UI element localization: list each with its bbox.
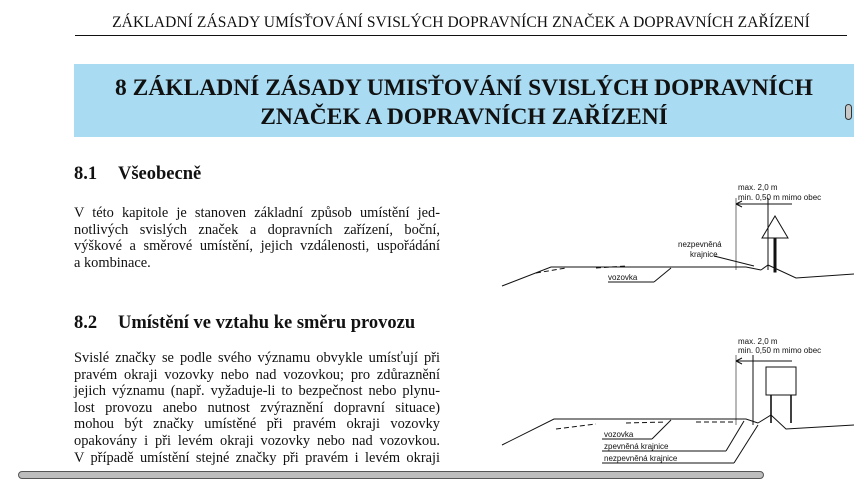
- section-title: Všeobecně: [118, 164, 202, 184]
- dimension-label-max: max. 2,0 m: [738, 337, 778, 346]
- horizontal-scrollbar[interactable]: [18, 471, 764, 479]
- text-line: a kombinace.: [74, 254, 151, 271]
- text-line: V této kapitole je stanoven základní způsob umístění jed-: [74, 205, 440, 221]
- sign-post: [774, 238, 776, 272]
- road-label: vozovka: [608, 273, 638, 282]
- section-heading-8-1: [74, 164, 201, 185]
- dimension-label-min: min. 0,50 m mimo obec: [738, 193, 822, 202]
- section-8-2-paragraph: [74, 350, 440, 466]
- shoulder-label-line1: nezpevněná: [678, 240, 722, 249]
- text-line: Svislé značky se podle svého významu obvykle umísťují při: [74, 350, 440, 366]
- vertical-scroll-handle[interactable]: [845, 104, 852, 120]
- road-label: vozovka: [604, 430, 634, 439]
- leader-line: [652, 420, 671, 439]
- leader-line: [726, 421, 744, 451]
- chapter-title: [74, 74, 854, 132]
- chapter-title-banner: [74, 64, 854, 137]
- chapter-title-line-2: ZNAČEK A DOPRAVNÍCH ZAŘÍZENÍ: [260, 104, 668, 130]
- figure-sign-placement-shoulder: [496, 178, 854, 293]
- running-header: ZÁKLADNÍ ZÁSADY UMÍSŤOVÁNÍ SVISLÝCH DOPRAVNÍCH ZNAČEK A DOPRAVNÍCH ZAŘÍZENÍ: [75, 14, 847, 36]
- leader-line: [714, 256, 754, 266]
- section-8-1-paragraph: [74, 205, 440, 271]
- chapter-title-line-1: 8 ZÁKLADNÍ ZÁSADY UMISŤOVÁNÍ SVISLÝCH DOPRAVNÍCH: [115, 75, 813, 101]
- dimension-label-min: min. 0,50 m mimo obec: [738, 346, 822, 355]
- embankment-line: [758, 415, 854, 429]
- dimension-label-max: max. 2,0 m: [738, 183, 778, 192]
- section-title: Umístění ve vztahu ke směru provozu: [118, 313, 416, 333]
- figure-sign-placement-paved-shoulder: [496, 333, 854, 471]
- text-line: V případě umístění stejné značky při pravém i levém okraji: [74, 449, 440, 466]
- subgrade-dashed-line: [556, 422, 736, 429]
- shoulder-label-line2: krajnice: [690, 250, 718, 259]
- unpaved-shoulder-label: nezpevněná krajnice: [604, 454, 678, 463]
- text-line: pravém okraji vozovky nebo nad vozovkou; pro zdůraznění: [74, 366, 440, 383]
- text-line: mohou být značky umístěné při pravém okraji vozovky: [74, 416, 440, 433]
- section-number: 8.1: [74, 164, 98, 184]
- section-number: 8.2: [74, 313, 98, 333]
- text-line: notlivých svislých značek a dopravních zařízení, boční,: [74, 221, 440, 238]
- text-line: jejich významu (např. vyžaduje-li to bezpečnost nebo plynu-: [74, 383, 440, 400]
- text-line: lost provozu anebo nutnost zvýraznění dopravní situace): [74, 399, 440, 416]
- paved-shoulder-label: zpevněná krajnice: [604, 442, 669, 451]
- text-line: výškové a směrové umístění, jejich vzdálenosti, uspořádání: [74, 238, 440, 255]
- text-line: opakovány i při levém okraji vozovky nebo nad vozovkou.: [74, 432, 440, 449]
- section-heading-8-2: [74, 313, 415, 334]
- leader-line: [654, 268, 671, 282]
- sign-board: [766, 367, 796, 395]
- warning-sign-triangle: [762, 216, 788, 238]
